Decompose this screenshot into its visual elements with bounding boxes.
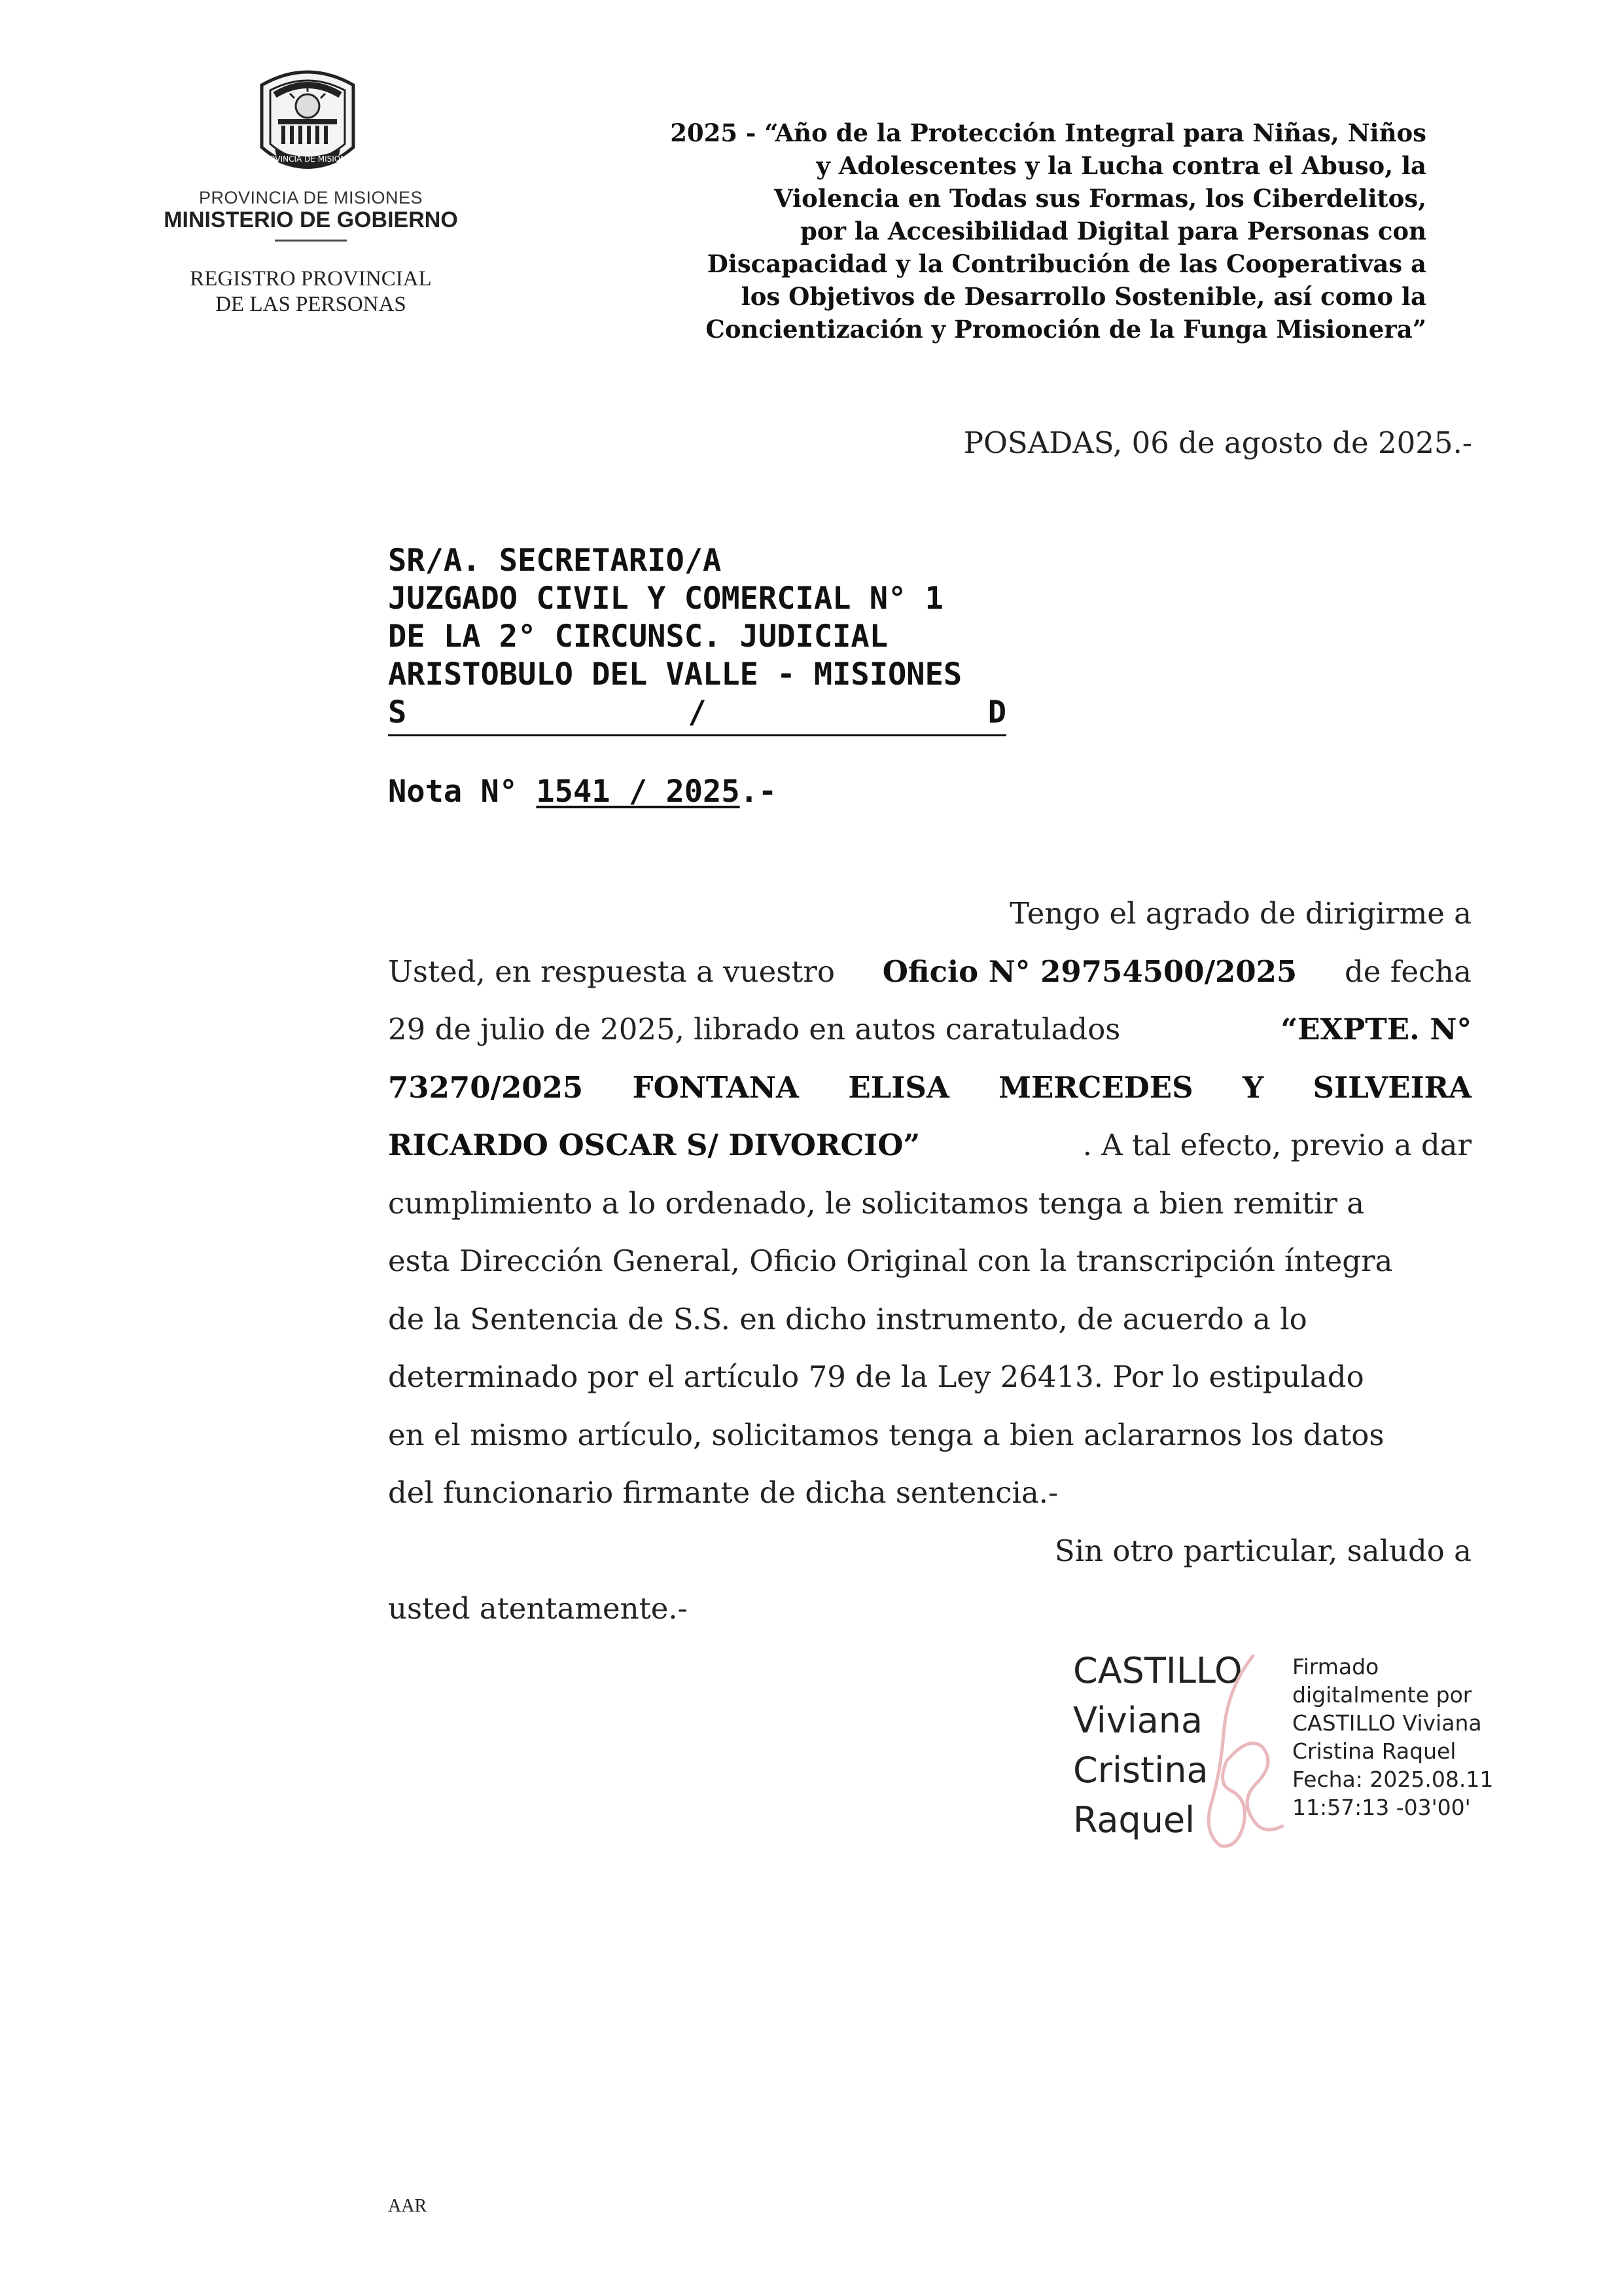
motto-line: Discapacidad y la Contribución de las Cooperativas a bbox=[707, 249, 1426, 278]
note-number bbox=[388, 772, 977, 812]
motto-line: por la Accesibilidad Digital para Personas con bbox=[800, 217, 1426, 245]
addressee-line: ARISTOBULO DEL VALLE - MISIONES bbox=[388, 656, 962, 692]
signature-info-line: Cristina Raquel bbox=[1292, 1738, 1456, 1764]
sd-slash: / bbox=[688, 694, 707, 730]
addressee-line: SR/A. SECRETARIO/A bbox=[388, 543, 722, 579]
expte-word: Y bbox=[1243, 1069, 1264, 1105]
signature-info-line: Fecha: 2025.08.11 bbox=[1292, 1767, 1494, 1792]
addressee-line: DE LA 2° CIRCUNSC. JUDICIAL bbox=[388, 619, 889, 655]
motto-line: y Adolescentes y la Lucha contra el Abuso, la bbox=[816, 151, 1426, 180]
signer-name-line: Raquel bbox=[1073, 1799, 1195, 1840]
ministry-name: MINISTERIO DE GOBIERNO bbox=[164, 207, 458, 232]
oficio-ref: Oficio N° 29754500/2025 bbox=[882, 954, 1297, 989]
note-suffix: .- bbox=[739, 774, 777, 810]
motto-line: Concientización y Promoción de la Funga Misionera” bbox=[705, 315, 1426, 344]
body-line: Tengo el agrado de dirigirme a bbox=[1010, 896, 1472, 931]
note-value: 1541 / 2025 bbox=[536, 774, 740, 810]
body-text: . A tal efecto, previo a dar bbox=[1082, 1128, 1472, 1162]
expte-word: FONTANA bbox=[632, 1069, 799, 1105]
expte-ref: “EXPTE. N° bbox=[1280, 1012, 1472, 1047]
body-line: Sin otro particular, saludo a bbox=[1054, 1533, 1472, 1568]
letterhead-divider bbox=[275, 240, 347, 242]
sd-d: D bbox=[987, 694, 1006, 730]
expte-word: SILVEIRA bbox=[1313, 1069, 1472, 1105]
body-line: cumplimiento a lo ordenado, le solicitamos tenga a bien remitir a bbox=[388, 1185, 1365, 1221]
province-name: PROVINCIA DE MISIONES bbox=[198, 188, 423, 207]
body-line: del funcionario firmante de dicha sentencia.- bbox=[388, 1475, 1059, 1510]
signature-info-line: CASTILLO Viviana bbox=[1292, 1710, 1482, 1736]
body-line bbox=[388, 943, 1472, 1001]
expte-title-end: RICARDO OSCAR S/ DIVORCIO” bbox=[388, 1128, 921, 1162]
digital-signature-info bbox=[1292, 1653, 1502, 1821]
body-line bbox=[388, 1059, 1472, 1117]
letter-date: POSADAS, 06 de agosto de 2025.- bbox=[963, 425, 1472, 460]
signature-info-line: digitalmente por bbox=[1292, 1682, 1472, 1708]
expte-word: 73270/2025 bbox=[388, 1069, 584, 1105]
body-line: en el mismo artículo, solicitamos tenga a bien aclararnos los datos bbox=[388, 1417, 1385, 1452]
signer-name-line: Viviana bbox=[1073, 1700, 1203, 1741]
sd-s: S bbox=[388, 694, 407, 730]
signer-name-line: Cristina bbox=[1073, 1749, 1209, 1791]
motto-line: los Objetivos de Desarrollo Sostenible, así como la bbox=[741, 282, 1426, 311]
signer-name-line: CASTILLO bbox=[1073, 1650, 1243, 1691]
typist-initials: AAR bbox=[388, 2196, 427, 2216]
registry-line-2: DE LAS PERSONAS bbox=[215, 293, 406, 316]
signature-info-line: 11:57:13 -03'00' bbox=[1292, 1795, 1471, 1820]
registry-line-1: REGISTRO PROVINCIAL bbox=[190, 267, 432, 291]
note-label: Nota N° bbox=[388, 774, 518, 810]
motto-line: 2025 - “Año de la Protección Integral para Niñas, Niños bbox=[670, 118, 1426, 147]
expte-word: ELISA bbox=[848, 1069, 949, 1105]
addressee-block bbox=[388, 542, 1042, 694]
year-motto bbox=[622, 117, 1426, 346]
body-text: de fecha bbox=[1344, 954, 1472, 989]
body-text: Usted, en respuesta a vuestro bbox=[388, 954, 835, 989]
digital-signature-mark-icon bbox=[1191, 1649, 1289, 1859]
addressee-line: JUZGADO CIVIL Y COMERCIAL N° 1 bbox=[388, 581, 944, 617]
motto-line: Violencia en Todas sus Formas, los Ciberdelitos, bbox=[773, 184, 1426, 213]
body-text: 29 de julio de 2025, librado en autos caratulados bbox=[388, 1012, 1121, 1047]
expte-word: MERCEDES bbox=[998, 1069, 1193, 1105]
body-line bbox=[388, 1001, 1472, 1059]
letter-body bbox=[388, 885, 1472, 1638]
signature-info-line: Firmado bbox=[1292, 1654, 1379, 1679]
sd-underline bbox=[388, 694, 1006, 736]
province-crest-icon bbox=[252, 65, 363, 180]
body-line: determinado por el artículo 79 de la Ley 26413. Por lo estipulado bbox=[388, 1359, 1364, 1394]
body-line: esta Dirección General, Oficio Original con la transcripción íntegra bbox=[388, 1244, 1393, 1278]
body-line bbox=[388, 1117, 1472, 1175]
body-line: usted atentamente.- bbox=[388, 1591, 688, 1626]
body-line: de la Sentencia de S.S. en dicho instrumento, de acuerdo a lo bbox=[388, 1301, 1307, 1336]
crest-banner-text: PROVINCIA DE MISIONES bbox=[258, 154, 357, 164]
